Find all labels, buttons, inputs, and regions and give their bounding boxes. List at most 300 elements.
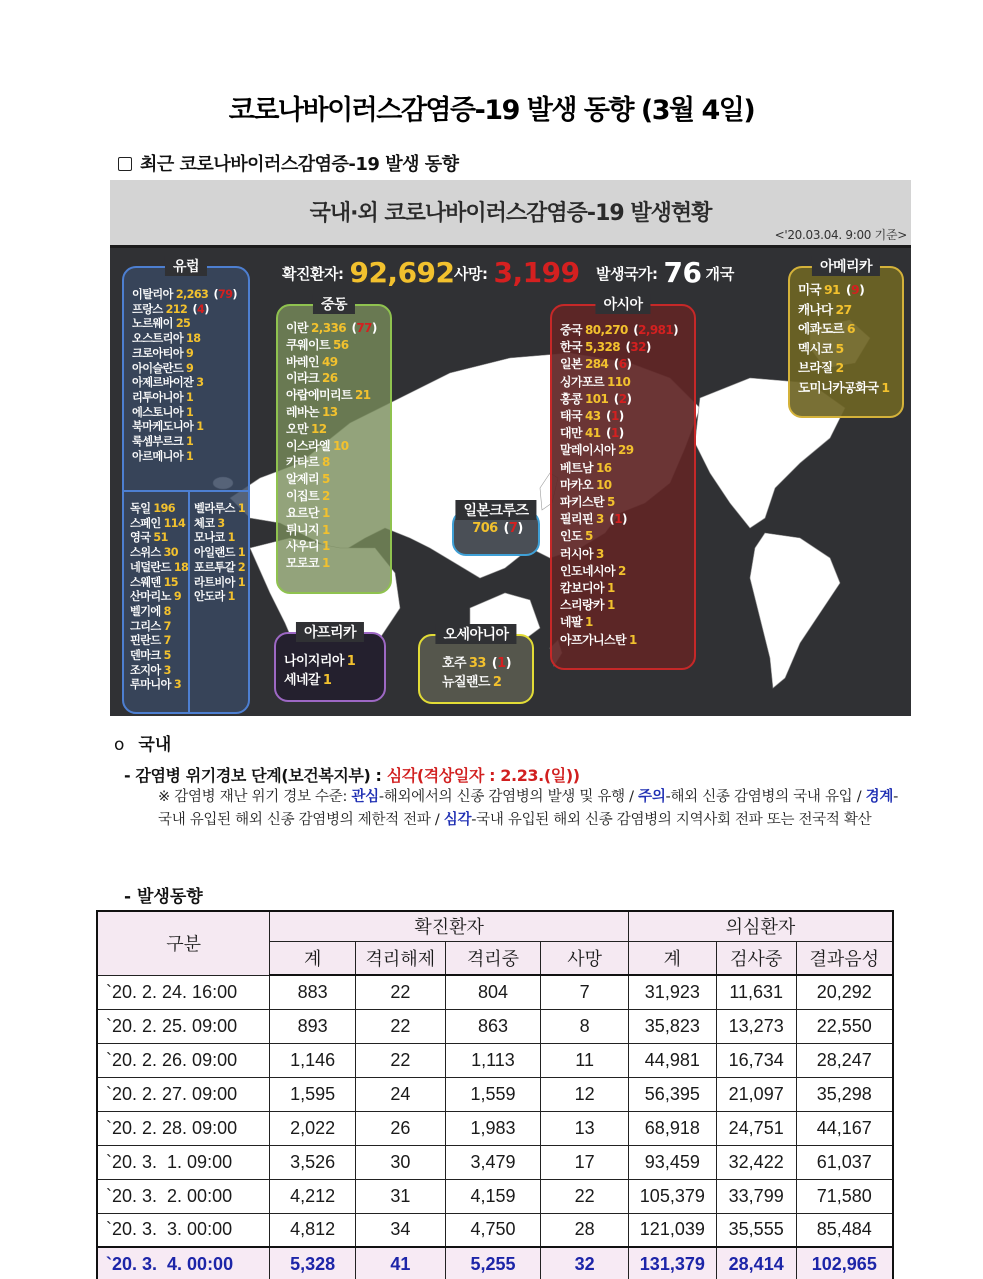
table-cell: 5,255 — [445, 1247, 541, 1279]
country-count: 2 — [835, 360, 844, 375]
country-count: 7 — [163, 619, 171, 633]
note-text: 감염병 재난 위기 경보 수준: — [174, 789, 352, 805]
country-name: 노르웨이 — [132, 317, 173, 331]
country-count: 9 — [173, 590, 182, 604]
row-date: `20. 2. 24. 16:00 — [97, 975, 270, 1009]
country-name: 미국 — [798, 282, 821, 297]
countries-value: 76 — [663, 256, 702, 289]
country-name: 그리스 — [130, 619, 161, 633]
country-item — [284, 652, 376, 671]
country-item — [130, 678, 188, 693]
country-name: 라트비아 — [194, 575, 235, 589]
country-item — [132, 391, 240, 406]
table-cell: 31,923 — [628, 975, 716, 1009]
country-item — [798, 358, 894, 378]
country-item — [130, 590, 188, 605]
country-count: 1 — [227, 590, 235, 604]
table-cell: 21,097 — [716, 1077, 796, 1111]
country-count: 51 — [153, 531, 168, 545]
country-name: 아랍에미리트 — [286, 388, 352, 403]
country-name: 스페인 — [130, 516, 161, 530]
country-count: 5 — [835, 340, 844, 356]
table-row — [97, 1247, 893, 1279]
table-row — [97, 1077, 893, 1111]
country-name: 이집트 — [286, 488, 319, 503]
region-africa — [274, 625, 386, 702]
country-count: 43 — [584, 409, 601, 424]
country-count: 101 — [584, 391, 609, 406]
country-count: 1 — [237, 502, 246, 515]
country-item — [130, 664, 188, 679]
column-header: 검사중 — [716, 941, 796, 975]
country-count: 1 — [186, 390, 194, 404]
country-item — [286, 421, 382, 438]
table-cell: 35,555 — [716, 1213, 796, 1247]
country-count: 3 — [173, 678, 182, 692]
country-item — [798, 339, 894, 359]
column-header: 계 — [270, 941, 356, 975]
country-name: 브라질 — [798, 360, 833, 375]
column-header: 결과음성 — [796, 941, 893, 975]
table-cell: 4,750 — [445, 1213, 541, 1247]
region-japan-cruise — [452, 503, 540, 556]
country-count: 3 — [196, 376, 204, 390]
region-cruise-label: 일본크루즈 — [455, 500, 536, 520]
divider — [188, 490, 190, 712]
country-count: 1 — [881, 379, 890, 395]
table-cell: 22 — [356, 1043, 446, 1077]
countries-label: 발생국가: — [596, 265, 658, 283]
country-count: 25 — [175, 317, 191, 331]
table-cell: 93,459 — [628, 1145, 716, 1179]
country-name: 프랑스 — [132, 302, 163, 316]
country-item — [560, 425, 686, 442]
global-confirmed-stat — [282, 256, 455, 289]
country-item — [286, 505, 382, 522]
country-count: 26 — [321, 371, 338, 386]
country-name: 스위스 — [130, 546, 161, 560]
country-deaths: (77) — [347, 321, 377, 335]
country-count: 12 — [310, 421, 327, 436]
table-cell: 3,479 — [445, 1145, 541, 1179]
table-cell: 121,039 — [628, 1213, 716, 1247]
country-item — [194, 546, 245, 561]
country-item — [132, 303, 240, 318]
country-item — [560, 597, 686, 614]
note-text: -해외 신종 감염병의 국내 유입 / — [665, 789, 866, 805]
country-count: 8 — [321, 455, 330, 470]
country-item — [560, 460, 686, 477]
country-item — [560, 563, 686, 580]
country-count: 1 — [606, 598, 615, 613]
country-count: 1 — [186, 449, 194, 463]
country-name: 모로코 — [286, 556, 319, 571]
country-name: 대만 — [560, 426, 582, 441]
country-count: 10 — [595, 477, 612, 492]
alert-level-keyword: 관심 — [351, 789, 379, 805]
country-name: 에콰도르 — [798, 321, 844, 336]
table-cell: 31 — [356, 1179, 446, 1213]
header-category: 구분 — [97, 911, 270, 975]
country-count: 212 — [165, 302, 188, 316]
country-name: 아일랜드 — [194, 546, 235, 560]
country-deaths: (1) — [605, 512, 627, 527]
table-cell: 24,751 — [716, 1111, 796, 1145]
country-deaths: (4) — [189, 302, 209, 316]
country-count: 2 — [492, 675, 502, 690]
table-cell: 1,983 — [445, 1111, 541, 1145]
country-count: 1 — [322, 673, 332, 688]
country-name: 요르단 — [286, 505, 319, 520]
country-item — [194, 561, 245, 576]
country-item — [132, 347, 240, 362]
table-cell: 56,395 — [628, 1077, 716, 1111]
table-cell: 85,484 — [796, 1213, 893, 1247]
infographic-title: 국내·외 코로나바이러스감염증-19 발생현황 — [309, 201, 712, 226]
country-name: 벨기에 — [130, 604, 161, 618]
country-count: 3 — [163, 663, 171, 677]
africa-list — [284, 640, 376, 690]
region-africa-label: 아프리카 — [296, 622, 364, 642]
country-deaths: (79) — [210, 288, 237, 301]
country-name: 룩셈부르크 — [132, 435, 184, 449]
country-name: 루마니아 — [130, 678, 171, 692]
country-item — [130, 605, 188, 620]
country-count: 5 — [321, 472, 330, 487]
table-cell: 102,965 — [796, 1247, 893, 1279]
country-count: 18 — [186, 332, 201, 346]
row-date: `20. 3. 4. 00:00 — [97, 1247, 270, 1279]
table-cell: 61,037 — [796, 1145, 893, 1179]
table-cell: 13,273 — [716, 1009, 796, 1043]
country-count: 9 — [186, 361, 194, 375]
alert-level: 심각(격상일자 : 2.23.(일)) — [386, 766, 580, 785]
table-cell: 33,799 — [716, 1179, 796, 1213]
table-cell: 22,550 — [796, 1009, 893, 1043]
country-item — [132, 317, 240, 332]
country-item — [560, 494, 686, 511]
country-item — [286, 404, 382, 421]
table-cell: 35,823 — [628, 1009, 716, 1043]
table-cell: 44,167 — [796, 1111, 893, 1145]
global-deaths-stat — [454, 256, 580, 289]
table-cell: 1,559 — [445, 1077, 541, 1111]
country-item — [132, 332, 240, 347]
country-item — [130, 576, 188, 591]
country-count: 8 — [163, 604, 171, 618]
region-asia — [550, 297, 696, 670]
alert-level-line — [124, 763, 580, 786]
note-text: -국내 유입된 해외 신종 감염병의 지역사회 전파 또는 전국적 확산 — [471, 812, 872, 828]
country-count: 1 — [227, 531, 235, 545]
table-cell: 22 — [541, 1179, 629, 1213]
table-cell: 20,292 — [796, 975, 893, 1009]
country-name: 스웨덴 — [130, 575, 161, 589]
country-item — [286, 538, 382, 555]
region-middle-east — [276, 297, 392, 594]
country-count: 41 — [584, 426, 601, 441]
table-cell: 131,379 — [628, 1247, 716, 1279]
table-cell: 11 — [541, 1043, 629, 1077]
table-cell: 28,247 — [796, 1043, 893, 1077]
country-item — [132, 362, 240, 377]
country-count: 6 — [846, 321, 856, 336]
country-count: 2,336 — [310, 321, 346, 335]
country-name: 오만 — [286, 421, 308, 436]
country-item — [130, 634, 188, 649]
alert-level-keyword: 주의 — [638, 789, 666, 805]
country-name: 나이지리아 — [284, 654, 344, 669]
country-name: 태국 — [560, 409, 582, 424]
country-name: 파키스탄 — [560, 495, 604, 510]
domestic-heading — [114, 730, 171, 755]
country-item — [130, 620, 188, 635]
cruise-count: 706 — [472, 521, 498, 536]
country-name: 일본 — [560, 357, 582, 372]
country-item — [560, 511, 686, 528]
country-count: 49 — [321, 354, 338, 369]
confirmed-value: 92,692 — [349, 256, 455, 289]
country-name: 모나코 — [194, 531, 225, 545]
country-name: 덴마크 — [130, 649, 161, 663]
country-count: 16 — [595, 460, 612, 475]
country-count: 3 — [595, 546, 604, 561]
country-name: 안도라 — [194, 590, 225, 604]
country-item — [286, 354, 382, 371]
table-row — [97, 1179, 893, 1213]
deaths-label: 사망: — [454, 265, 488, 283]
table-row — [97, 1111, 893, 1145]
country-name: 아르메니아 — [132, 449, 184, 463]
country-count: 114 — [163, 516, 186, 530]
country-item — [286, 471, 382, 488]
row-date: `20. 3. 3. 00:00 — [97, 1213, 270, 1247]
country-name: 말레이시아 — [560, 443, 615, 458]
country-name: 캄보디아 — [560, 581, 604, 596]
country-item — [286, 320, 382, 337]
table-cell: 32,422 — [716, 1145, 796, 1179]
table-row — [97, 1213, 893, 1247]
country-count: 110 — [606, 374, 631, 389]
table-cell: 28,414 — [716, 1247, 796, 1279]
alert-level-keyword: 심각 — [443, 812, 472, 828]
country-count: 1 — [321, 505, 330, 520]
country-item — [130, 517, 188, 532]
table-cell: 16,734 — [716, 1043, 796, 1077]
country-name: 사우디 — [286, 539, 319, 554]
country-name: 이란 — [286, 321, 308, 335]
country-item — [132, 450, 240, 465]
country-item — [560, 356, 686, 373]
country-item — [286, 454, 382, 471]
global-countries-stat — [596, 256, 734, 289]
country-item — [286, 438, 382, 455]
alert-prefix: - 감염병 위기경보 단계(보건복지부) : — [124, 766, 387, 785]
country-name: 아이슬란드 — [132, 361, 184, 375]
table-cell: 28 — [541, 1213, 629, 1247]
country-count: 1 — [584, 615, 593, 630]
country-item — [798, 280, 894, 300]
country-name: 인도네시아 — [560, 563, 615, 578]
country-name: 레바논 — [286, 404, 319, 419]
country-name: 리투아니아 — [132, 390, 184, 404]
country-name: 알제리 — [286, 472, 319, 487]
section-heading — [118, 150, 459, 176]
europe-col1-list — [130, 502, 188, 693]
country-count: 1 — [346, 654, 356, 669]
country-item — [560, 391, 686, 408]
country-count: 91 — [823, 282, 841, 297]
country-name: 베트남 — [560, 460, 593, 475]
country-count: 3 — [217, 516, 225, 530]
table-cell: 17 — [541, 1145, 629, 1179]
country-item — [286, 337, 382, 354]
country-name: 뉴질랜드 — [442, 675, 490, 690]
country-item — [130, 649, 188, 664]
table-cell: 35,298 — [796, 1077, 893, 1111]
country-item — [442, 673, 524, 692]
table-cell: 7 — [541, 975, 629, 1009]
country-name: 세네갈 — [284, 673, 320, 688]
country-name: 한국 — [560, 340, 582, 355]
country-name: 독일 — [130, 502, 151, 515]
cruise-value: 706 (7) — [472, 521, 523, 536]
country-name: 벨라루스 — [194, 502, 235, 515]
table-cell: 32 — [541, 1247, 629, 1279]
country-name: 바레인 — [286, 354, 319, 369]
table-cell: 12 — [541, 1077, 629, 1111]
country-name: 튀니지 — [286, 522, 319, 537]
asia-list — [560, 312, 686, 649]
country-count: 1 — [321, 522, 330, 537]
country-name: 스리랑카 — [560, 598, 604, 613]
country-count: 2 — [321, 488, 330, 503]
country-count: 30 — [163, 546, 178, 560]
middle-east-list — [286, 312, 382, 572]
trend-heading: - 발생동향 — [124, 887, 203, 907]
country-name: 크로아티아 — [132, 346, 184, 360]
row-date: `20. 2. 28. 09:00 — [97, 1111, 270, 1145]
country-name: 쿠웨이트 — [286, 337, 330, 352]
country-item — [560, 528, 686, 545]
country-item — [130, 546, 188, 561]
country-name: 에스토니아 — [132, 405, 184, 419]
europe-main-list — [132, 274, 240, 464]
region-asia-label: 아시아 — [595, 294, 650, 314]
row-date: `20. 3. 1. 09:00 — [97, 1145, 270, 1179]
country-deaths: (1) — [602, 426, 624, 441]
header-confirmed-group: 확진환자 — [270, 911, 629, 941]
table-row — [97, 975, 893, 1009]
country-count: 1 — [186, 435, 194, 449]
country-item — [194, 576, 245, 591]
table-row — [97, 1043, 893, 1077]
country-count: 1 — [237, 575, 246, 589]
table-cell: 893 — [270, 1009, 356, 1043]
country-name: 이스라엘 — [286, 438, 330, 453]
country-name: 멕시코 — [798, 340, 833, 356]
table-cell: 24 — [356, 1077, 446, 1111]
table-row — [97, 1009, 893, 1043]
row-date: `20. 3. 2. 00:00 — [97, 1179, 270, 1213]
country-item — [132, 406, 240, 421]
table-body — [97, 975, 893, 1279]
country-item — [286, 555, 382, 572]
country-count: 3 — [595, 512, 604, 527]
table-cell: 13 — [541, 1111, 629, 1145]
country-name: 북마케도니아 — [132, 420, 194, 434]
country-count: 27 — [835, 301, 852, 317]
country-item — [194, 502, 245, 517]
country-item — [132, 435, 240, 450]
country-item — [798, 378, 894, 398]
as-of-timestamp: <'20.03.04. 9:00 기준> — [774, 228, 907, 242]
alert-level-keyword: 경계 — [865, 789, 894, 805]
country-name: 필리핀 — [560, 512, 593, 527]
country-count: 10 — [332, 438, 349, 453]
country-name: 영국 — [130, 531, 151, 545]
country-item — [194, 531, 245, 546]
region-oceania — [418, 627, 534, 704]
country-item — [194, 590, 245, 605]
note-text: -해외에서의 신종 감염병의 발생 및 유행 / — [378, 789, 639, 805]
divider — [124, 490, 248, 492]
country-item — [560, 546, 686, 563]
americas-list — [798, 274, 894, 397]
table-row — [97, 1145, 893, 1179]
country-item — [286, 370, 382, 387]
country-name: 이탈리아 — [132, 288, 173, 301]
oceania-list — [428, 642, 524, 692]
deaths-value: 3,199 — [493, 256, 580, 289]
country-name: 러시아 — [560, 546, 593, 561]
country-name: 캐나다 — [798, 301, 833, 317]
table-cell: 1,113 — [445, 1043, 541, 1077]
country-item — [286, 387, 382, 404]
table-cell: 5,328 — [270, 1247, 356, 1279]
region-americas-label: 아메리카 — [812, 256, 880, 276]
country-name: 중국 — [560, 323, 582, 337]
country-count: 2,263 — [175, 288, 209, 301]
region-americas — [788, 259, 904, 418]
country-deaths: (6) — [610, 357, 632, 372]
world-status-infographic — [110, 180, 911, 716]
country-count: 5 — [163, 649, 171, 663]
country-name: 조지아 — [130, 663, 161, 677]
alert-level-note — [158, 786, 898, 832]
country-name: 도미니카공화국 — [798, 379, 879, 395]
country-name: 호주 — [442, 656, 466, 671]
table-cell: 4,812 — [270, 1213, 356, 1247]
country-count: 1 — [237, 546, 246, 560]
infographic-header — [110, 180, 911, 248]
country-item — [560, 339, 686, 356]
table-cell: 1,146 — [270, 1043, 356, 1077]
country-item — [560, 614, 686, 631]
country-item — [798, 300, 894, 320]
country-name: 네덜란드 — [130, 560, 171, 574]
country-name: 아프가니스탄 — [560, 632, 626, 647]
country-count: 29 — [617, 443, 634, 458]
column-header: 격리해제 — [356, 941, 446, 975]
country-item — [194, 517, 245, 532]
table-cell: 105,379 — [628, 1179, 716, 1213]
country-count: 2 — [237, 560, 246, 574]
country-name: 오스트리아 — [132, 332, 184, 346]
table-cell: 804 — [445, 975, 541, 1009]
country-count: 1 — [196, 420, 204, 434]
country-count: 33 — [468, 656, 486, 671]
